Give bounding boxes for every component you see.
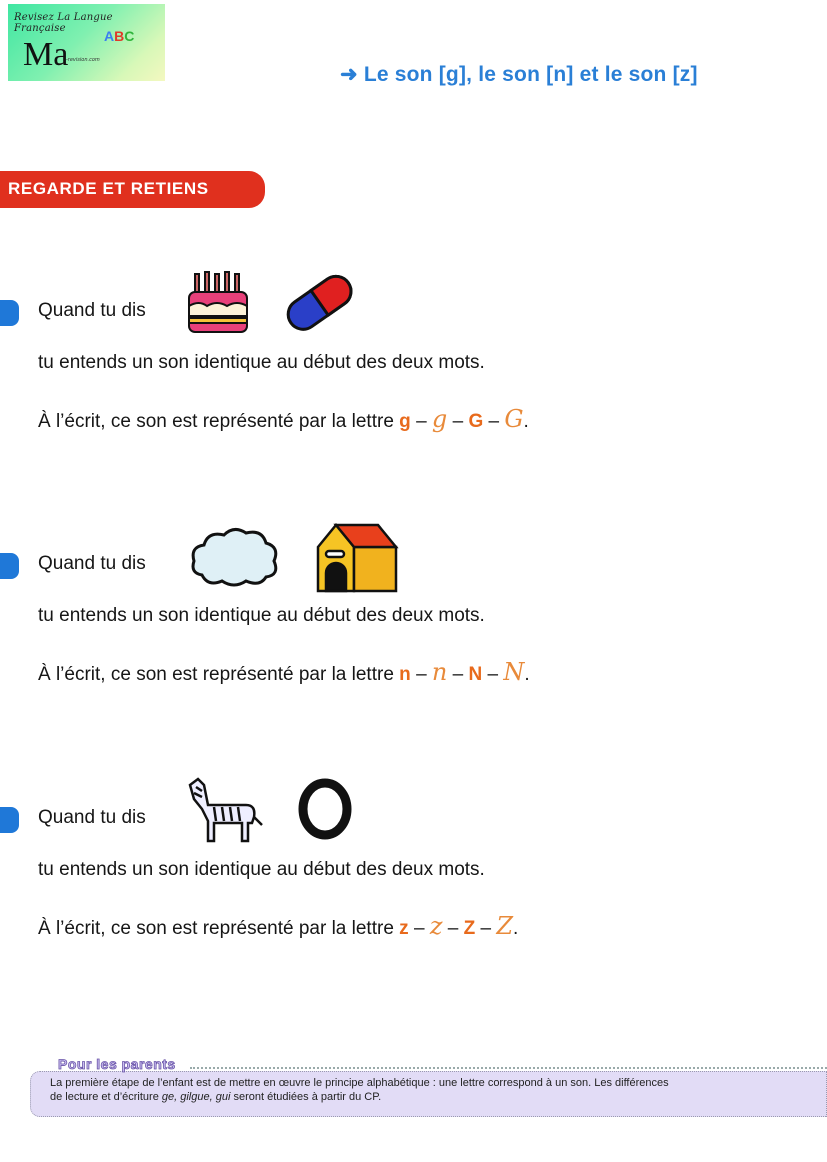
letters-line: À l’écrit, ce son est représenté par la lettre n – n – N – N. <box>38 658 530 686</box>
intro-text: Quand tu dis <box>38 807 146 828</box>
letter-print-lower: g <box>399 411 411 432</box>
letter-cursive-lower: n <box>431 658 448 686</box>
zero-icon <box>296 777 354 841</box>
intro-text: Quand tu dis <box>38 553 146 574</box>
letter-cursive-upper: Z <box>496 912 514 940</box>
letter-cursive-upper: N <box>503 658 525 686</box>
bullet-marker <box>0 553 19 579</box>
eraser-icon <box>280 268 358 336</box>
intro-text: Quand tu dis <box>38 300 146 321</box>
site-logo[interactable] <box>8 4 165 81</box>
cloud-icon <box>186 525 282 589</box>
letter-cursive-lower: g <box>431 405 448 433</box>
explanation-text: tu entends un son identique au début des deux mots. <box>38 605 485 626</box>
zebra-icon <box>184 775 264 845</box>
explanation-text: tu entends un son identique au début des deux mots. <box>38 859 485 880</box>
dog-kennel-icon <box>314 521 400 593</box>
explanation-text: tu entends un son identique au début des deux mots. <box>38 352 485 373</box>
letter-cursive-upper: G <box>504 405 524 433</box>
page-title: ➜ Le son [g], le son [n] et le son [z] <box>340 63 698 86</box>
letter-print-lower: z <box>399 918 409 939</box>
section-banner <box>0 171 265 208</box>
parents-note-title: Pour les parents <box>58 1056 176 1072</box>
divider <box>190 1067 827 1069</box>
bullet-marker <box>0 807 19 833</box>
logo-tagline: Revisez La Langue Française <box>14 12 113 34</box>
letter-cursive-lower: z <box>429 912 443 940</box>
logo-ma: Ma <box>23 36 69 73</box>
logo-domain: -revision.com <box>66 57 100 63</box>
letter-print-lower: n <box>399 664 411 685</box>
parents-note-text: La première étape de l’enfant est de mettre en œuvre le principe alphabétique : une lettre correspond à un son. Les différences de lecture et d’écriture ge, gilgue, gui seront étudiées à partir du CP. <box>50 1077 669 1103</box>
letter-print-upper: N <box>468 664 483 685</box>
letter-print-upper: G <box>468 411 484 432</box>
letters-line: À l’écrit, ce son est représenté par la lettre z – z – Z – Z. <box>38 912 519 940</box>
letters-line: À l’écrit, ce son est représenté par la lettre g – g – G – G. <box>38 405 529 433</box>
bullet-marker <box>0 300 19 326</box>
letter-print-upper: Z <box>463 918 476 939</box>
banner-label: REGARDE ET RETIENS <box>8 179 209 198</box>
birthday-cake-icon <box>185 266 251 338</box>
logo-abc: ABC <box>104 28 135 44</box>
parents-note <box>30 1056 827 1119</box>
